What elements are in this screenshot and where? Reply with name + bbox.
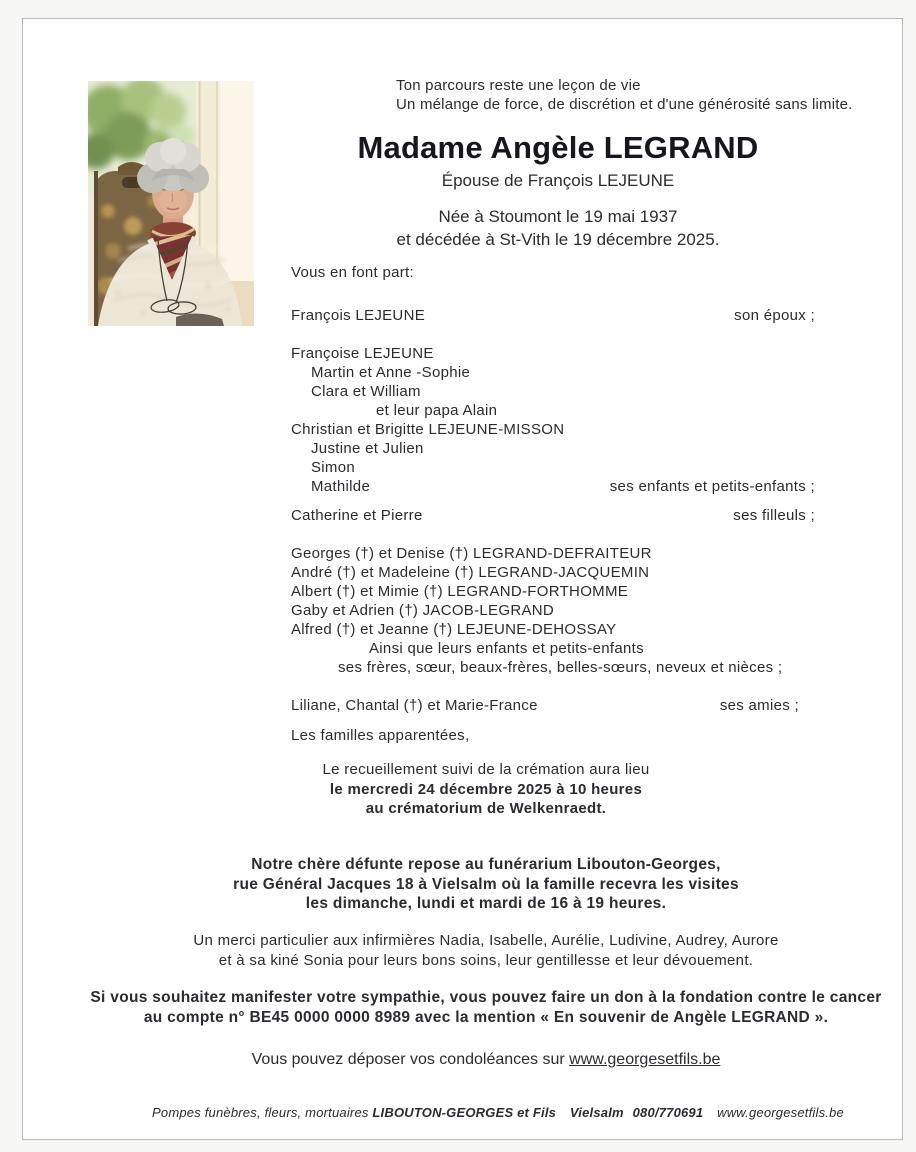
footer-services-text: Pompes funèbres, fleurs, mortuaires: [152, 1105, 369, 1120]
family-member: Simon: [311, 459, 356, 476]
friends-row: [291, 696, 799, 715]
related-families-line: Les familles apparentées,: [291, 727, 470, 744]
donation-line-2: au compte n° BE45 0000 0000 8989 avec la mention « En souvenir de Angèle LEGRAND ».: [143, 1009, 829, 1026]
header-block: [303, 129, 813, 251]
husband-name: François LEJEUNE: [291, 307, 426, 324]
donation-line-1: Si vous souhaitez manifester votre sympathie, vous pouvez faire un don à la fondation contre le cancer: [90, 989, 882, 1006]
deceased-name: Madame Angèle LEGRAND: [357, 130, 759, 165]
thanks-block: [68, 931, 904, 970]
siblings-block: [291, 544, 815, 677]
footer-phone: 080/770691: [632, 1105, 704, 1120]
family-member: et leur papa Alain: [376, 402, 498, 419]
repose-line-1: Notre chère défunte repose au funérarium Libouton-Georges,: [251, 856, 721, 873]
memorial-quote: [396, 76, 853, 114]
footer-website-link[interactable]: www.georgesetfils.be: [717, 1105, 844, 1120]
condolences-website-link[interactable]: www.georgesetfils.be: [569, 1051, 721, 1068]
sibling-row: Albert (†) et Mimie (†) LEGRAND-FORTHOMME: [291, 583, 629, 600]
thanks-line-2: et à sa kiné Sonia pour leurs bons soins, leur gentillesse et leur dévouement.: [218, 951, 754, 969]
obituary-page: [22, 18, 903, 1140]
spouse-line: Épouse de François LEJEUNE: [441, 171, 675, 190]
ceremony-line-3: au crématorium de Welkenraedt.: [365, 800, 607, 817]
siblings-note-1: Ainsi que leurs enfants et petits-enfants: [369, 640, 644, 657]
donation-block: [68, 988, 904, 1028]
ceremony-line-1: Le recueillement suivi de la crémation aura lieu: [322, 761, 650, 778]
family-member: Justine et Julien: [311, 440, 424, 457]
funeral-home-footer: [68, 1105, 916, 1120]
sibling-row: Gaby et Adrien (†) JACOB-LEGRAND: [291, 602, 555, 619]
death-line: et décédée à St-Vith le 19 décembre 2025.: [396, 230, 720, 249]
friends-names: Liliane, Chantal (†) et Marie-France: [291, 697, 538, 714]
birth-line: Née à Stoumont le 19 mai 1937: [438, 207, 678, 226]
ceremony-block: [68, 760, 904, 819]
friends-relation: ses amies ;: [719, 697, 799, 714]
quote-line-2: Un mélange de force, de discrétion et d'une générosité sans limite.: [396, 96, 853, 113]
portrait-photo: [88, 81, 254, 326]
family-member: Christian et Brigitte LEJEUNE-MISSON: [291, 421, 565, 438]
family-member-with-relation: [291, 477, 815, 496]
children-relation: ses enfants et petits-enfants ;: [609, 478, 815, 495]
family-member: Clara et William: [311, 383, 421, 400]
godchildren-row: [291, 506, 815, 525]
repose-line-3: les dimanche, lundi et mardi de 16 à 19 heures.: [305, 895, 667, 912]
family-member: Martin et Anne -Sophie: [311, 364, 471, 381]
repose-line-2: rue Général Jacques 18 à Vielsalm où la famille recevra les visites: [233, 875, 739, 893]
godchildren-relation: ses filleuls ;: [733, 507, 815, 524]
family-member: Mathilde: [311, 478, 371, 495]
children-block: [291, 344, 815, 496]
family-member: Françoise LEJEUNE: [291, 345, 434, 362]
repose-block: [68, 855, 904, 914]
sibling-row: André (†) et Madeleine (†) LEGRAND-JACQUEMIN: [291, 564, 650, 581]
siblings-note-2: ses frères, sœur, beaux-frères, belles-sœurs, neveux et nièces ;: [338, 659, 783, 676]
husband-row: [291, 306, 815, 325]
condolences-text: Vous pouvez déposer vos condoléances sur: [251, 1051, 570, 1068]
announcement-intro: Vous en font part:: [291, 264, 414, 281]
portrait-photo-illustration: [88, 81, 254, 326]
sibling-row: Georges (†) et Denise (†) LEGRAND-DEFRAITEUR: [291, 545, 652, 562]
sibling-row: Alfred (†) et Jeanne (†) LEJEUNE-DEHOSSAY: [291, 621, 617, 638]
life-dates: [303, 205, 813, 251]
quote-line-1: Ton parcours reste une leçon de vie: [396, 77, 641, 94]
husband-relation: son époux ;: [734, 307, 815, 324]
ceremony-line-2: le mercredi 24 décembre 2025 à 10 heures: [329, 780, 643, 798]
godchildren-names: Catherine et Pierre: [291, 507, 423, 524]
thanks-line-1: Un merci particulier aux infirmières Nadia, Isabelle, Aurélie, Ludivine, Audrey, Aurore: [193, 932, 779, 949]
footer-company-name: LIBOUTON-GEORGES et Fils: [372, 1105, 557, 1120]
footer-city: Vielsalm: [569, 1105, 624, 1120]
condolences-line: [68, 1051, 904, 1069]
